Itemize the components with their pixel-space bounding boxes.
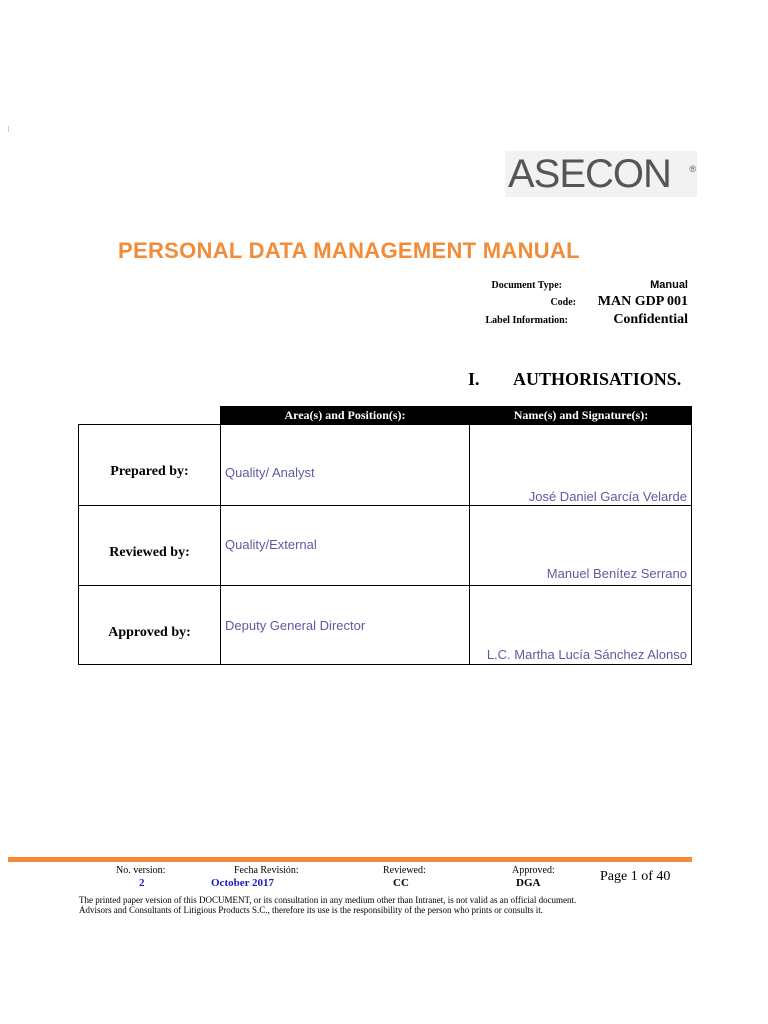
row-divider — [79, 505, 691, 506]
row-divider — [79, 585, 691, 586]
name-approved: L.C. Martha Lucía Sánchez Alonso — [486, 647, 687, 662]
footer-approved-label: Approved: — [512, 865, 555, 876]
row-label-prepared: Prepared by: — [110, 464, 189, 479]
area-reviewed: Quality/External — [225, 537, 317, 552]
table-header — [220, 406, 692, 424]
footer-reviewed-value: CC — [393, 877, 409, 889]
header-area-position: Area(s) and Position(s): — [284, 408, 406, 422]
page-number: Page 1 of 40 — [600, 869, 671, 884]
document-title: PERSONAL DATA MANAGEMENT MANUAL — [118, 238, 580, 263]
row-label-approved: Approved by: — [108, 625, 191, 640]
name-reviewed: Manuel Benítez Serrano — [546, 566, 687, 581]
company-logo — [505, 151, 697, 197]
name-prepared: José Daniel García Velarde — [528, 489, 687, 504]
footer-version-label: No. version: — [116, 865, 166, 876]
header-name-signature: Name(s) and Signature(s): — [513, 408, 649, 422]
area-prepared: Quality/ Analyst — [225, 465, 315, 480]
footer-reviewed-label: Reviewed: — [383, 865, 426, 876]
footer-version-value: 2 — [139, 877, 145, 889]
section-title: AUTHORISATIONS. — [513, 369, 682, 389]
footer-date-label: Fecha Revisión: — [234, 865, 299, 876]
registered-mark: ® — [689, 164, 696, 174]
column-divider — [220, 425, 221, 664]
meta-value-label-information: Confidential — [613, 312, 688, 327]
footer-approved-value: DGA — [516, 877, 541, 889]
footer-date-value: October 2017 — [211, 877, 275, 889]
margin-mark — [8, 126, 9, 132]
meta-label-label-information: Label Information: — [485, 315, 568, 326]
meta-label-document-type: Document Type: — [491, 280, 562, 291]
authorisations-table — [78, 424, 692, 665]
meta-value-document-type: Manual — [650, 279, 688, 291]
section-number: I. — [468, 369, 480, 389]
column-divider — [469, 425, 470, 664]
logo-text: ASECON — [508, 152, 671, 196]
disclaimer-line-1: The printed paper version of this DOCUMENT, or its consultation in any medium other than Intranet, is not valid as an official document. — [79, 895, 577, 905]
footer-disclaimer — [79, 895, 699, 915]
disclaimer-line-2: Advisors and Consultants of Litigious Products S.C., therefore its use is the responsibility of the person who prints or consults it. — [79, 905, 543, 915]
area-approved: Deputy General Director — [225, 618, 366, 633]
row-label-reviewed: Reviewed by: — [109, 545, 190, 560]
footer-divider-bar — [8, 857, 692, 862]
meta-value-code: MAN GDP 001 — [597, 294, 688, 309]
meta-label-code: Code: — [550, 297, 576, 308]
